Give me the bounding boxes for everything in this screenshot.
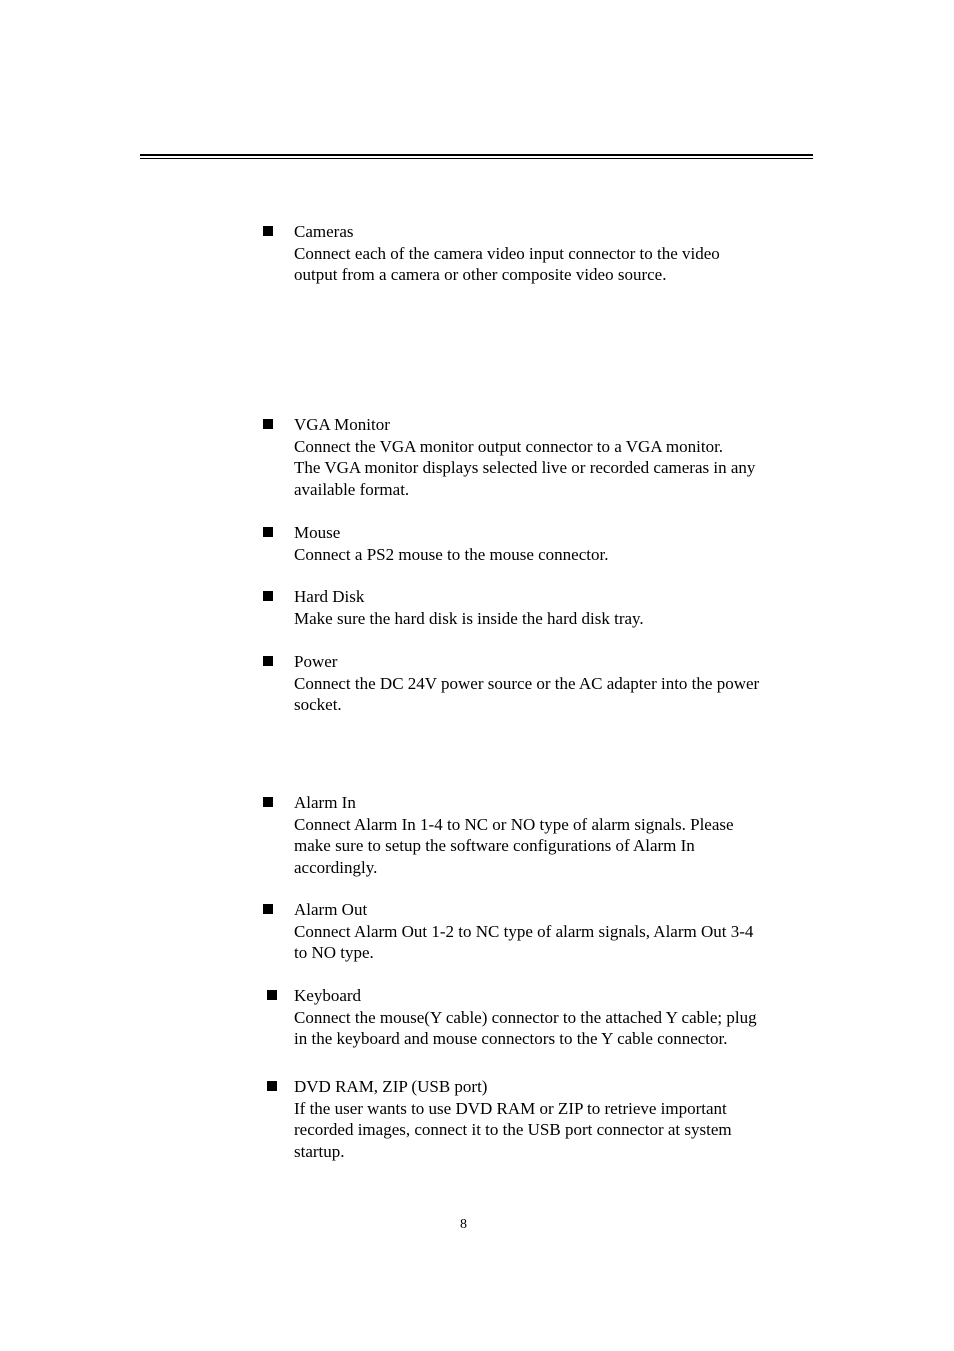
item-body: Connect the DC 24V power source or the AC adapter into the power socket.: [294, 673, 760, 714]
item-body: If the user wants to use DVD RAM or ZIP to retrieve important recorded images, connect it to the USB port connector at system startup.: [294, 1098, 732, 1161]
square-bullet-icon: [263, 797, 273, 807]
item-title: DVD RAM, ZIP (USB port): [294, 1077, 488, 1096]
square-bullet-icon: [267, 1081, 277, 1091]
item-body: Make sure the hard disk is inside the hard disk tray.: [294, 608, 644, 628]
square-bullet-icon: [263, 904, 273, 914]
square-bullet-icon: [267, 990, 277, 1000]
item-body: Connect Alarm Out 1-2 to NC type of alarm signals, Alarm Out 3-4 to NO type.: [294, 921, 754, 962]
header-rule: [140, 154, 813, 156]
item-title: Alarm In: [294, 793, 356, 812]
square-bullet-icon: [263, 527, 273, 537]
item-title: Power: [294, 652, 338, 671]
item-title: Mouse: [294, 523, 341, 542]
header-rule-thin: [140, 158, 813, 159]
item-body: Connect Alarm In 1-4 to NC or NO type of alarm signals. Please make sure to setup the software configurations of Alarm In accordingly.: [294, 814, 734, 877]
square-bullet-icon: [263, 656, 273, 666]
item-title: Cameras: [294, 222, 354, 241]
item-body: Connect the VGA monitor output connector to a VGA monitor. The VGA monitor displays selected live or recorded cameras in any available format.: [294, 436, 756, 499]
page-number: 8: [460, 1217, 467, 1232]
square-bullet-icon: [263, 419, 273, 429]
item-title: VGA Monitor: [294, 415, 390, 434]
square-bullet-icon: [263, 226, 273, 236]
square-bullet-icon: [263, 591, 273, 601]
item-title: Hard Disk: [294, 587, 365, 606]
item-title: Keyboard: [294, 986, 362, 1005]
item-body: Connect the mouse(Y cable) connector to the attached Y cable; plug in the keyboard and mouse connectors to the Y cable connector.: [294, 1007, 757, 1048]
item-body: Connect a PS2 mouse to the mouse connector.: [294, 544, 609, 564]
item-title: Alarm Out: [294, 900, 368, 919]
item-body: Connect each of the camera video input connector to the video output from a camera or other composite video source.: [294, 243, 720, 284]
